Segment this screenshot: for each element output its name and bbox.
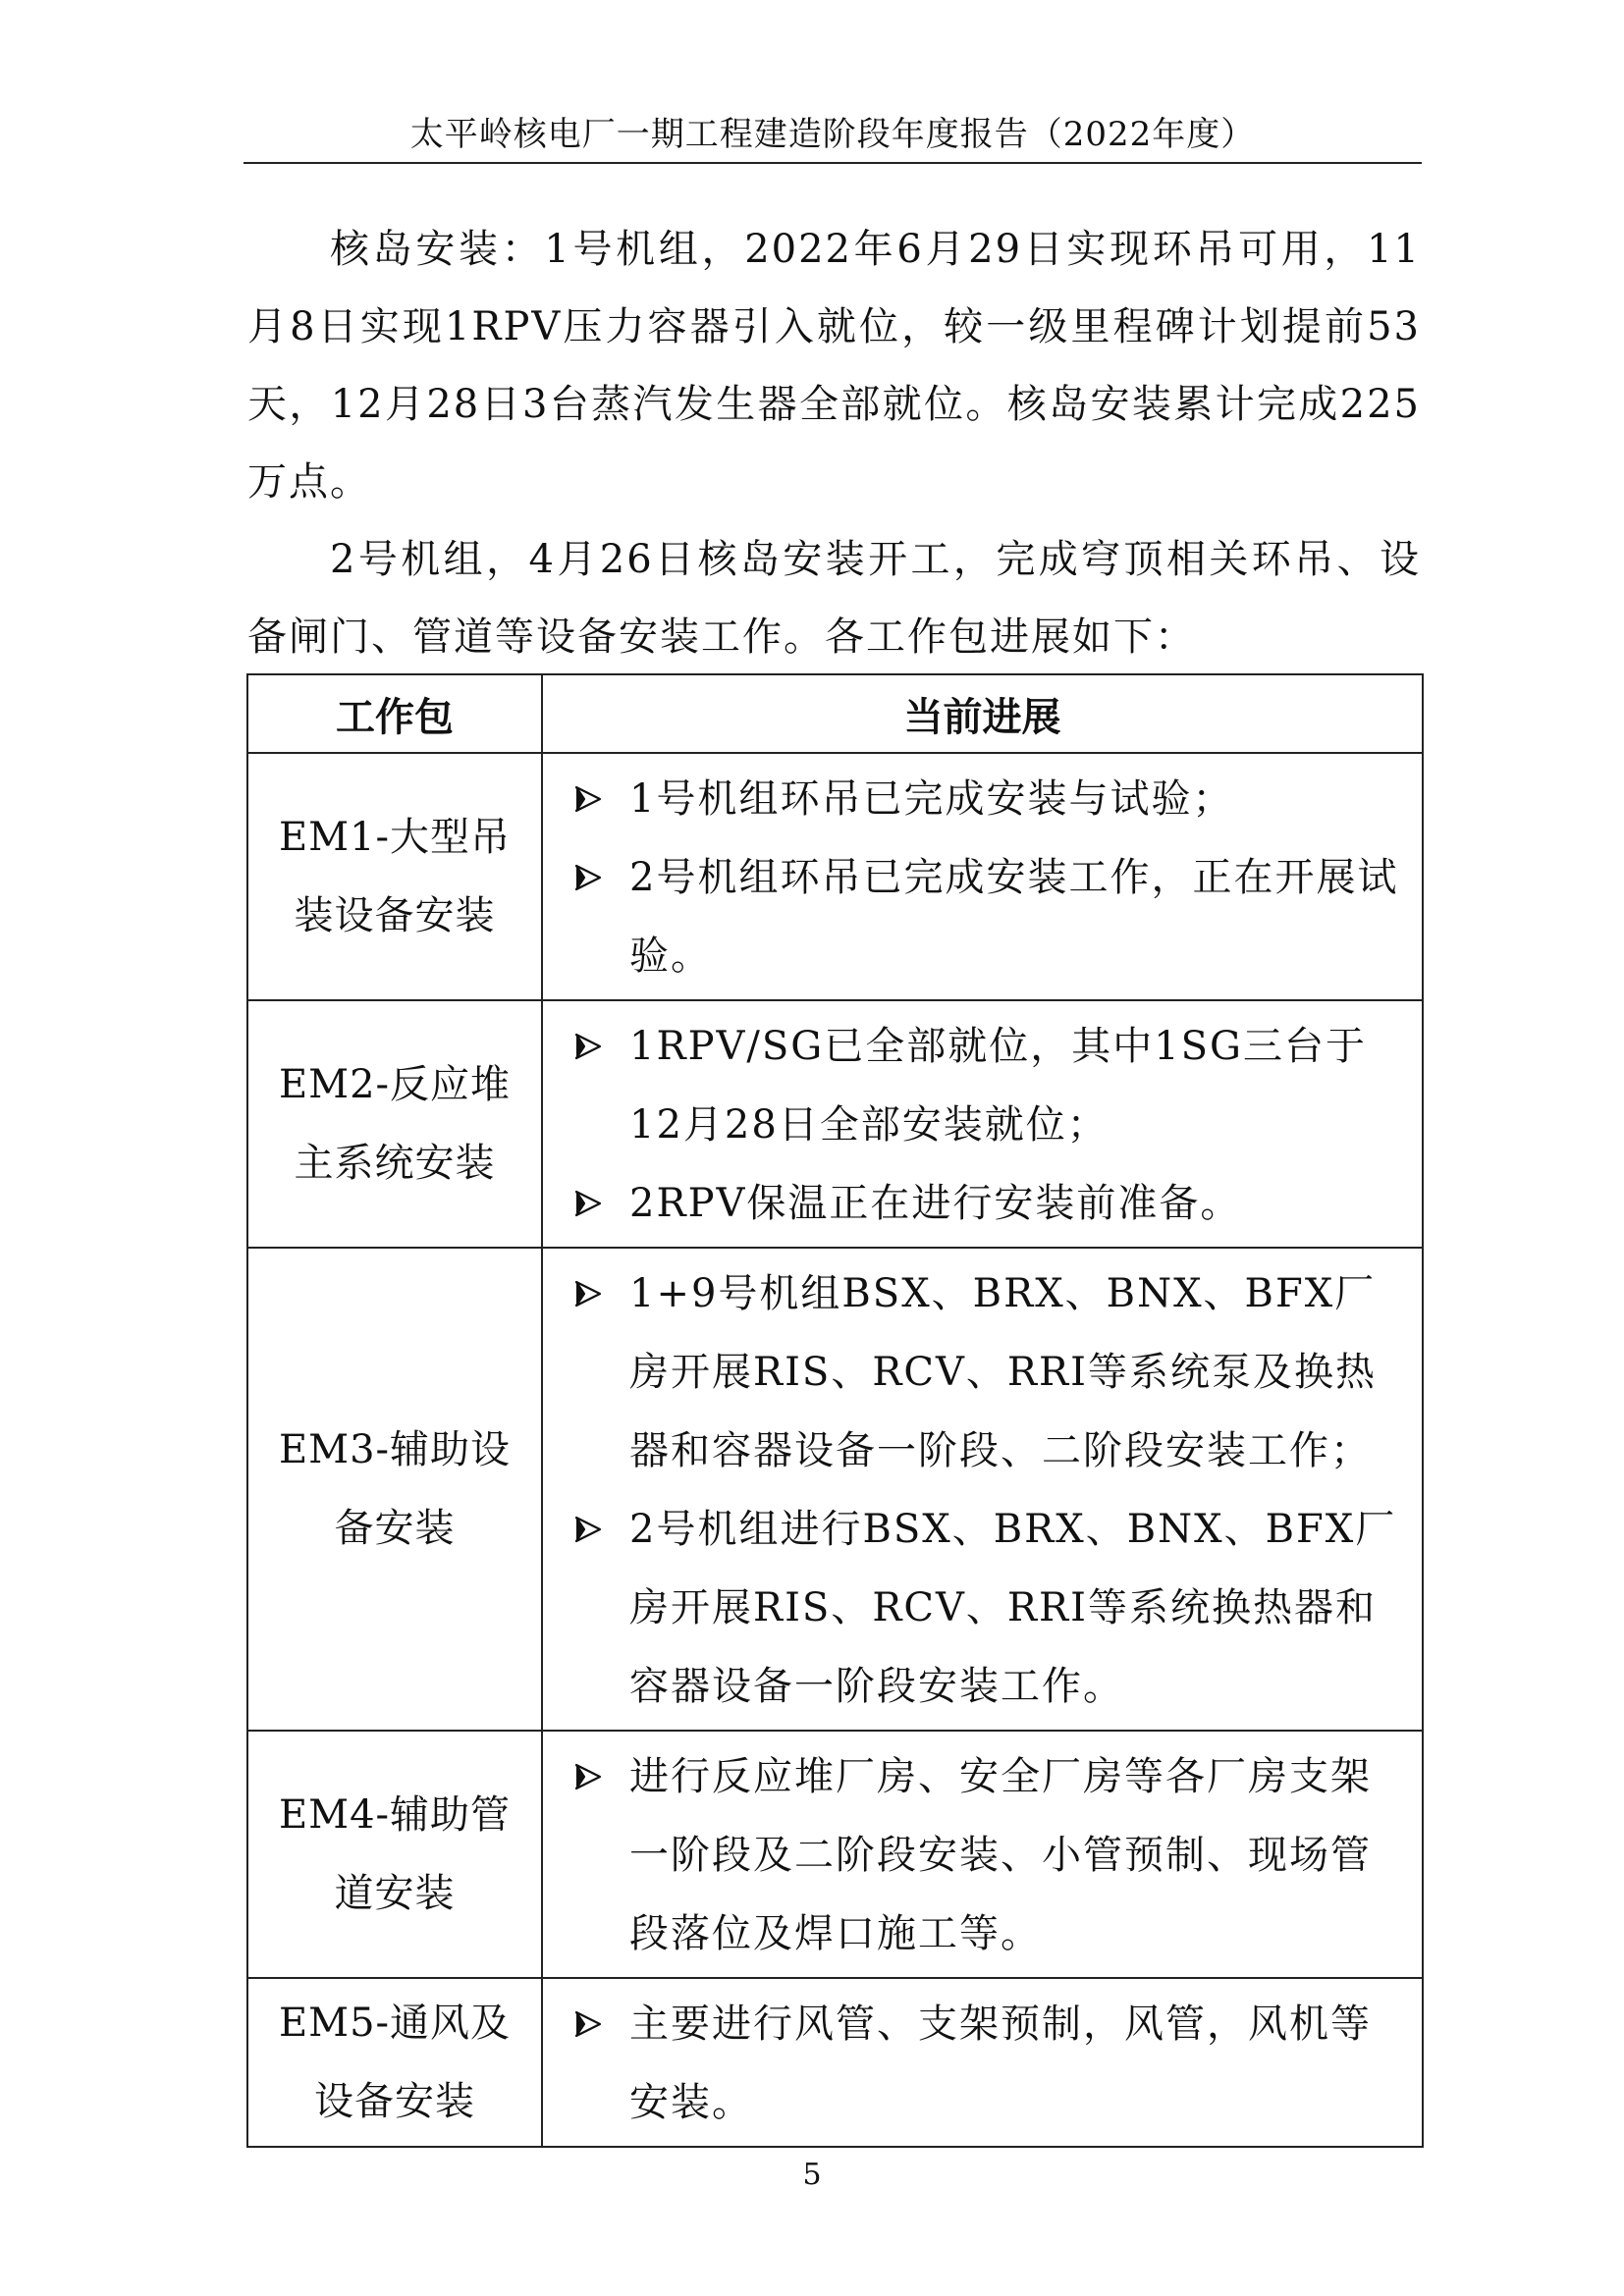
work-package-cell <box>247 1978 542 2147</box>
work-package-cell <box>247 1000 542 1248</box>
arrow-bullet-icon <box>568 1737 608 1816</box>
work-package-cell <box>247 1731 542 1978</box>
progress-item-text: 1RPV/SG已全部就位，其中1SG三台于12月28日全部安装就位； <box>629 1024 1368 1148</box>
progress-item-text: 进行反应堆厂房、安全厂房等各厂房支架一阶段及二阶段安装、小管预制、现场管段落位及焊口施工等。 <box>629 1754 1372 1956</box>
arrow-bullet-icon <box>568 1255 608 1333</box>
page-number: 5 <box>802 2158 822 2192</box>
progress-item-text: 主要进行风管、支架预制，风管，风机等安装。 <box>629 2002 1372 2125</box>
column-header-progress: 当前进展 <box>542 674 1423 753</box>
list-item <box>561 1255 1404 1490</box>
column-header-package: 工作包 <box>247 674 542 753</box>
work-package-table <box>246 673 1424 2148</box>
progress-list <box>543 1001 1422 1247</box>
progress-cell <box>542 1248 1423 1731</box>
table-row <box>247 753 1423 1000</box>
work-package-label: EM3-辅助设备安装 <box>278 1427 512 1551</box>
work-package-label: EM1-大型吊装设备安装 <box>278 815 512 938</box>
table-header-row <box>247 674 1423 753</box>
work-package-label: EM2-反应堆主系统安装 <box>278 1062 512 1186</box>
list-item <box>561 838 1404 995</box>
list-item <box>561 1164 1404 1243</box>
work-package-cell <box>247 1248 542 1731</box>
progress-cell <box>542 1731 1423 1978</box>
table-row <box>247 1000 1423 1248</box>
table-row <box>247 1731 1423 1978</box>
list-item <box>561 760 1404 838</box>
progress-item-text: 1号机组环吊已完成安装与试验； <box>629 776 1234 822</box>
list-item <box>561 1490 1404 1726</box>
progress-list <box>543 1979 1422 2146</box>
arrow-bullet-icon <box>568 1490 608 1569</box>
arrow-bullet-icon <box>568 1985 608 2063</box>
work-package-label: EM4-辅助管道安装 <box>278 1792 512 1916</box>
arrow-bullet-icon <box>568 1007 608 1086</box>
progress-item-text: 1+9号机组BSX、BRX、BNX、BFX厂房开展RIS、RCV、RRI等系统泵及换热器和容器设备一阶段、二阶段安装工作； <box>629 1271 1377 1473</box>
progress-item-text: 2号机组进行BSX、BRX、BNX、BFX厂房开展RIS、RCV、RRI等系统换热器和容器设备一阶段安装工作。 <box>629 1507 1397 1709</box>
list-item <box>561 1737 1404 1973</box>
table-body <box>247 753 1423 2147</box>
table-row <box>247 1978 1423 2147</box>
progress-list <box>543 1249 1422 1730</box>
work-package-label: EM5-通风及设备安装 <box>278 2001 512 2124</box>
list-item <box>561 1007 1404 1164</box>
progress-cell <box>542 1978 1423 2147</box>
arrow-bullet-icon <box>568 760 608 838</box>
progress-cell <box>542 1000 1423 1248</box>
arrow-bullet-icon <box>568 838 608 917</box>
work-package-cell <box>247 753 542 1000</box>
header-divider <box>244 162 1422 164</box>
table-row <box>247 1248 1423 1731</box>
paragraph-nuclear-island-installation: 核岛安装：1号机组，2022年6月29日实现环吊可用，11月8日实现1RPV压力容器引入就位，较一级里程碑计划提前53天，12月28日3台蒸汽发生器全部就位。核岛安装累计完成225万点。 <box>247 227 1421 505</box>
running-header: 太平岭核电厂一期工程建造阶段年度报告（2022年度） <box>409 115 1256 154</box>
paragraph-unit-2: 2号机组，4月26日核岛安装开工，完成穹顶相关环吊、设备闸门、管道等设备安装工作。各工作包进展如下： <box>247 537 1421 660</box>
progress-item-text: 2号机组环吊已完成安装工作，正在开展试验。 <box>629 855 1399 979</box>
progress-item-text: 2RPV保温正在进行安装前准备。 <box>629 1181 1242 1226</box>
progress-cell <box>542 753 1423 1000</box>
progress-list <box>543 754 1422 999</box>
list-item <box>561 1985 1404 2142</box>
progress-list <box>543 1732 1422 1977</box>
arrow-bullet-icon <box>568 1164 608 1243</box>
